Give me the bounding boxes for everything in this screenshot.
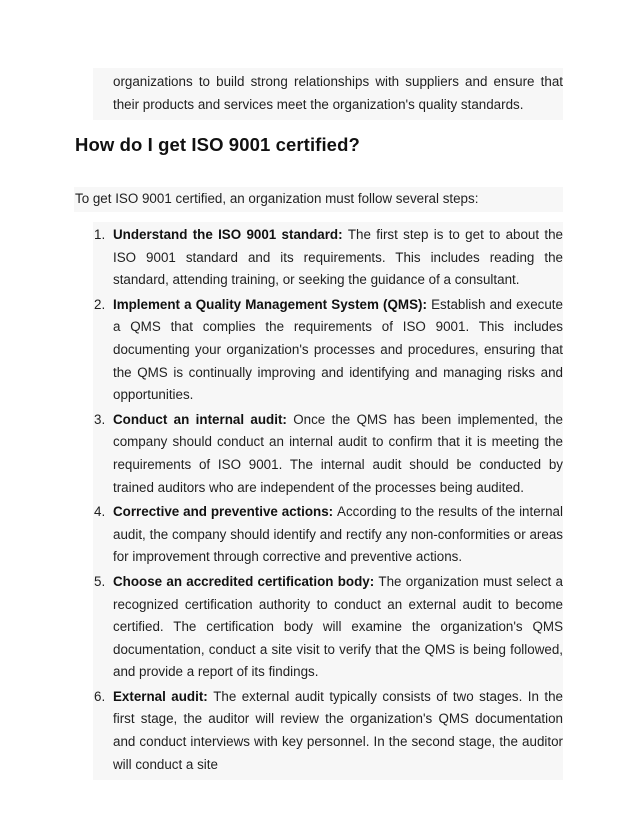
step-text: Establish and execute a QMS that complies the requirements of ISO 9001. This includes documenting your organization's processes and procedures, ensuring that the QMS is continually improving and identifying and managing risks and opportunities.	[113, 296, 563, 403]
step-number: 5.	[94, 573, 106, 589]
step-title: Corrective and preventive actions:	[113, 504, 338, 520]
step-item	[93, 684, 563, 780]
step-title: Choose an accredited certification body:	[113, 573, 379, 589]
step-item	[93, 407, 563, 499]
step-number: 2.	[94, 296, 106, 312]
step-text: Once the QMS has been implemented, the company should conduct an internal audit to confirm that it is meeting the requirements of ISO 9001. The internal audit should be conducted by trained auditors who are independent of the processes being audited.	[113, 411, 563, 495]
step-text: According to the results of the internal audit, the company should identify and rectify any non-conformities or areas for improvement through corrective and preventive actions.	[113, 504, 563, 565]
step-text: The first step is to get to about the ISO 9001 standard and its requirements. This includes reading the standard, attending training, or seeking the guidance of a consultant.	[113, 227, 563, 288]
section-heading: How do I get ISO 9001 certified?	[75, 134, 360, 155]
step-item	[93, 569, 563, 684]
step-number: 6.	[94, 688, 106, 704]
step-text: The organization must select a recognized certification authority to conduct an external audit to become certified. The certification body will examine the organization's QMS documentation, conduct a site visit to verify that the QMS is being followed, and provide a report of its findings.	[113, 573, 563, 680]
step-item	[93, 222, 563, 292]
step-number: 4.	[94, 504, 106, 520]
step-item	[93, 499, 563, 569]
step-number: 1.	[94, 227, 106, 242]
step-item	[93, 292, 563, 407]
section-lead-paragraph: To get ISO 9001 certified, an organization must follow several steps:	[74, 187, 563, 212]
steps-list	[93, 222, 563, 780]
step-title: External audit:	[113, 688, 214, 704]
step-title: Understand the ISO 9001 standard:	[113, 227, 348, 242]
intro-paragraph: organizations to build strong relationships with suppliers and ensure that their products and services meet the organization's quality standards.	[93, 68, 563, 120]
step-title: Implement a Quality Management System (QMS):	[113, 296, 432, 312]
step-text: The external audit typically consists of two stages. In the first stage, the auditor will review the organization's QMS documentation and conduct interviews with key personnel. In the second stage, the auditor will conduct a site	[113, 688, 563, 772]
step-title: Conduct an internal audit:	[113, 411, 294, 427]
step-number: 3.	[94, 411, 106, 427]
